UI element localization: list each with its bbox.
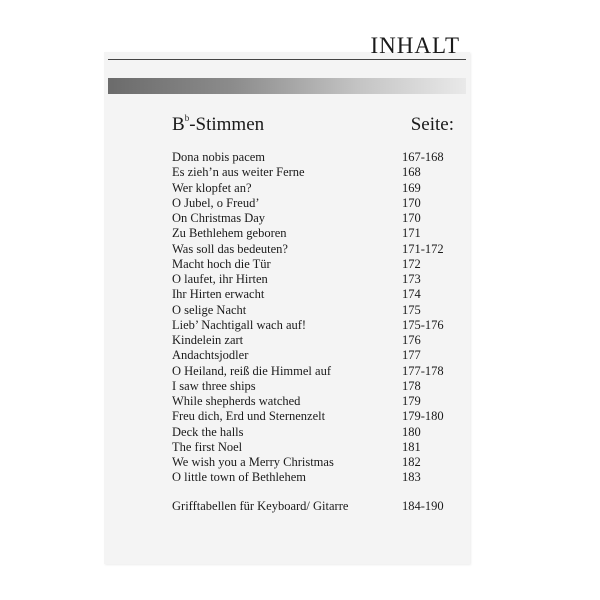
toc-entry[interactable] [172,318,462,333]
toc-entry[interactable] [172,181,462,196]
toc-entry-page: 167-168 [402,150,444,164]
toc-entry-title: While shepherds watched [172,394,301,408]
header-rule [108,59,466,60]
toc-entry[interactable] [172,196,462,211]
section-title [172,112,264,138]
toc-entry-title: I saw three ships [172,378,256,393]
toc-entry-title: Grifftabellen für Keyboard/ Gitarre [172,499,349,513]
toc-entry[interactable] [172,226,462,241]
toc-entry-title: Ihr Hirten erwacht [172,287,265,302]
toc-entry-title: Freu dich, Erd und Sternenzelt [172,409,326,424]
toc-entry-title: Lieb’ Nachtigall wach auf! [172,317,307,332]
section-title-flat-sign: b [184,113,190,123]
page-title: INHALT [370,33,460,58]
toc-entry-page: 184-190 [402,499,444,513]
toc-entry-page: 181 [402,439,421,454]
toc-entry-page: 179-180 [402,409,444,424]
toc-entry[interactable] [172,287,462,302]
toc-entry[interactable] [172,455,462,470]
toc-entry-title: O laufet, ihr Hirten [172,272,268,286]
toc-entry-title: O little town of Bethlehem [172,470,307,485]
toc-entry[interactable] [172,364,462,379]
toc-entry-page: 177-178 [402,363,444,378]
toc-entry-title: Was soll das bedeuten? [172,241,288,256]
toc-entry-page: 177 [402,348,421,363]
toc-entry-page: 170 [402,195,421,210]
toc-entry-title: Wer klopfet an? [172,180,252,195]
toc-entry[interactable] [172,150,462,165]
toc-entry-title: We wish you a Merry Christmas [172,455,334,469]
toc-entry-page: 175 [402,302,421,317]
toc-entry[interactable] [172,257,462,272]
toc-entry[interactable] [172,409,462,424]
toc-entry-page: 183 [402,470,421,485]
toc-extra-row[interactable] [172,499,462,515]
toc-entry-page: 182 [402,455,421,469]
table-of-contents [172,150,462,486]
toc-entry-title: Andachtsjodler [172,348,249,363]
toc-entry-page: 168 [402,165,421,180]
section-gradient-bar [108,78,466,94]
toc-entry-page: 178 [402,378,421,393]
toc-entry-page: 174 [402,287,421,302]
toc-entry[interactable] [172,440,462,455]
toc-entry[interactable] [172,394,462,409]
section-title-letter: B [172,114,185,135]
toc-entry-page: 176 [402,333,421,347]
toc-entry-page: 169 [402,180,421,195]
toc-entry-title: The first Noel [172,439,243,454]
toc-entry-title: Dona nobis pacem [172,150,266,164]
page-column-label: Seite: [410,114,454,135]
toc-entry[interactable] [172,303,462,318]
toc-entry-title: Es zieh’n aus weiter Ferne [172,165,305,180]
toc-entry-page: 175-176 [402,317,444,332]
toc-entry-title: Kindelein zart [172,333,244,347]
toc-entry-page: 179 [402,394,421,408]
toc-entry-page: 173 [402,272,421,286]
section-header [172,112,462,138]
toc-entry[interactable] [172,379,462,394]
toc-entry[interactable] [172,470,462,485]
toc-entry[interactable] [172,165,462,180]
toc-entry-title: O selige Nacht [172,302,247,317]
toc-entry-title: O Jubel, o Freud’ [172,195,260,210]
toc-entry-title: Deck the halls [172,424,244,439]
toc-entry-page: 172 [402,256,421,271]
toc-entry-page: 170 [402,211,421,225]
toc-entry[interactable] [172,211,462,226]
toc-entry[interactable] [172,348,462,363]
toc-entry-title: Macht hoch die Tür [172,256,271,271]
toc-entry-title: Zu Bethlehem geboren [172,226,287,241]
toc-entry[interactable] [172,333,462,348]
toc-entry-title: O Heiland, reiß die Himmel auf [172,363,331,378]
toc-entry-title: On Christmas Day [172,211,266,225]
toc-entry[interactable] [172,425,462,440]
toc-entry[interactable] [172,242,462,257]
section-title-suffix: -Stimmen [189,114,265,135]
toc-entry[interactable] [172,272,462,287]
toc-entry-page: 171-172 [402,241,444,256]
toc-entry-page: 171 [402,226,421,241]
toc-entry-page: 180 [402,424,421,439]
